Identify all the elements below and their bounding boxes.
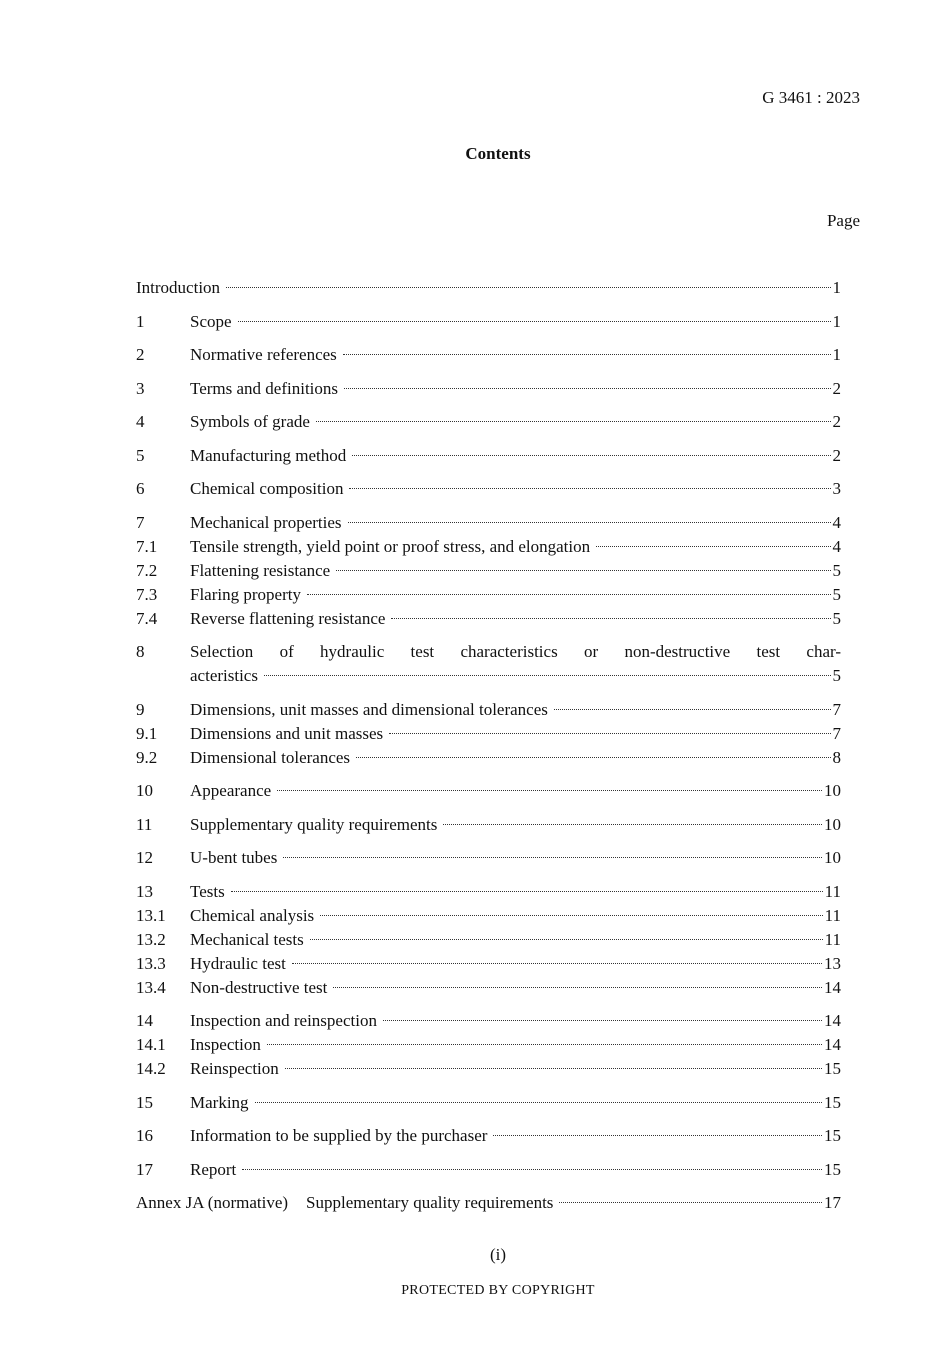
toc-entry-page: 11: [824, 905, 841, 925]
toc-entry-12[interactable]: [136, 846, 841, 870]
toc-entry-page: 8: [832, 747, 841, 767]
toc-entry-number: 8: [136, 642, 145, 661]
toc-entry-11[interactable]: [136, 813, 841, 837]
dot-leader: [348, 522, 831, 523]
toc-entry-14-1[interactable]: [136, 1033, 841, 1057]
page-folio: (i): [489, 1245, 507, 1264]
dot-leader: [344, 388, 830, 389]
toc-entry-13[interactable]: [136, 880, 841, 904]
dot-leader: [336, 570, 830, 571]
toc-entry-number: 13.2: [136, 929, 166, 949]
table-of-contents: [136, 276, 841, 1215]
toc-entry-13-2[interactable]: [136, 928, 841, 952]
toc-entry-title: Dimensional tolerances: [190, 747, 351, 767]
toc-entry-page: 3: [832, 479, 841, 498]
toc-entry-number: 13: [136, 881, 153, 901]
toc-entry-number: 5: [136, 445, 145, 465]
toc-entry-number: 7.3: [136, 584, 158, 604]
toc-entry-page: 5: [832, 560, 841, 580]
dot-leader: [443, 824, 822, 825]
toc-entry-page: 11: [824, 881, 841, 901]
toc-entry-number: 4: [136, 412, 145, 431]
toc-entry-page: 10: [824, 848, 841, 867]
toc-entry-page: 5: [832, 666, 841, 685]
dot-leader: [231, 891, 823, 892]
toc-entry-first-line: [136, 640, 841, 664]
toc-entry-number: 9.2: [136, 747, 158, 767]
toc-entry-page: 10: [824, 814, 841, 834]
dot-leader: [559, 1202, 822, 1203]
toc-entry-number: 17: [136, 1159, 153, 1179]
toc-entry-number: 9: [136, 699, 145, 719]
toc-entry-number: 9.1: [136, 723, 158, 743]
toc-entry-16[interactable]: [136, 1124, 841, 1148]
toc-entry-page: 5: [832, 608, 841, 628]
dot-leader: [264, 675, 831, 676]
toc-entry-introduction[interactable]: [136, 276, 841, 300]
toc-entry-15[interactable]: [136, 1091, 841, 1115]
dot-leader: [391, 618, 830, 619]
dot-leader: [493, 1135, 822, 1136]
toc-entry-7-1[interactable]: [136, 535, 841, 559]
toc-entry-17[interactable]: [136, 1158, 841, 1182]
toc-entry-number: 6: [136, 479, 145, 498]
toc-entry-10[interactable]: [136, 779, 841, 803]
dot-leader: [255, 1102, 822, 1103]
toc-entry-title: Appearance: [190, 781, 272, 800]
toc-entry-title: Inspection and reinspection: [190, 1011, 377, 1030]
toc-entry-number: 15: [136, 1092, 153, 1112]
dot-leader: [352, 455, 830, 456]
toc-entry-number: 7: [136, 512, 145, 532]
toc-entry-number: 14.1: [136, 1035, 166, 1054]
toc-entry-page: 13: [824, 953, 841, 973]
toc-entry-number: 1: [136, 311, 145, 331]
copyright-notice: PROTECTED BY COPYRIGHT: [401, 1283, 595, 1298]
toc-entry-page: 1: [832, 345, 841, 364]
toc-entry-5[interactable]: [136, 444, 841, 468]
toc-entry-number: 2: [136, 345, 145, 364]
toc-entry-7-2[interactable]: [136, 559, 841, 583]
toc-entry-title: Non-destructive test: [190, 977, 328, 997]
toc-entry-8[interactable]: [136, 640, 841, 688]
toc-entry-9-2[interactable]: [136, 746, 841, 770]
standard-number: G 3461 : 2023: [762, 88, 860, 107]
toc-entry-4[interactable]: [136, 410, 841, 434]
toc-entry-title: Information to be supplied by the purchaser: [190, 1126, 488, 1145]
dot-leader: [349, 488, 830, 489]
toc-entry-number: 14: [136, 1011, 153, 1030]
dot-leader: [356, 757, 830, 758]
toc-entry-continuation: [136, 664, 841, 688]
toc-entry-number: 13.3: [136, 953, 166, 973]
toc-entry-title: Chemical analysis: [190, 905, 315, 925]
dot-leader: [267, 1044, 822, 1045]
toc-entry-page: 2: [832, 445, 841, 465]
toc-entry-title-continued: acteristics: [190, 666, 258, 685]
dot-leader: [285, 1068, 822, 1069]
dot-leader: [389, 733, 830, 734]
toc-entry-title: Supplementary quality requirements: [306, 1193, 554, 1212]
toc-entry-page: 5: [832, 584, 841, 604]
toc-entry-title: Manufacturing method: [190, 445, 347, 465]
dot-leader: [242, 1169, 822, 1170]
dot-leader: [307, 594, 831, 595]
dot-leader: [333, 987, 822, 988]
dot-leader: [343, 354, 831, 355]
dot-leader: [310, 939, 823, 940]
dot-leader: [238, 321, 831, 322]
toc-entry-3[interactable]: [136, 377, 841, 401]
toc-entry-page: 4: [832, 512, 841, 532]
toc-entry-page: 14: [824, 1035, 841, 1054]
toc-entry-title: Flattening resistance: [190, 560, 331, 580]
toc-entry-title: Selection of hydraulic test characteristics or non-destructive test char-: [190, 642, 841, 661]
toc-entry-title: Tensile strength, yield point or proof stress, and elongation: [190, 536, 591, 556]
toc-entry-1[interactable]: [136, 310, 841, 334]
toc-entry-page: 15: [824, 1092, 841, 1112]
toc-entry-title: Flaring property: [190, 584, 301, 604]
toc-entry-6[interactable]: [136, 477, 841, 501]
toc-entry-number: 16: [136, 1126, 153, 1145]
toc-entry-page: 2: [832, 412, 841, 431]
toc-entry-title: Chemical composition: [190, 479, 344, 498]
toc-entry-title: Symbols of grade: [190, 412, 310, 431]
dot-leader: [283, 857, 822, 858]
toc-entry-title: Reinspection: [190, 1059, 279, 1078]
toc-entry-page: 1: [832, 311, 841, 331]
toc-entry-title: Tests: [190, 881, 225, 901]
toc-entry-title: Scope: [190, 311, 232, 331]
toc-entry-title: Inspection: [190, 1035, 261, 1054]
toc-entry-title: Report: [190, 1159, 237, 1179]
toc-entry-number: 7.1: [136, 536, 158, 556]
toc-entry-title: Normative references: [190, 345, 337, 364]
toc-entry-number: 13.1: [136, 905, 166, 925]
toc-entry-14-2[interactable]: [136, 1057, 841, 1081]
toc-entry-number: 14.2: [136, 1059, 166, 1078]
dot-leader: [226, 287, 830, 288]
toc-entry-annex-ja[interactable]: [136, 1191, 841, 1215]
toc-entry-13-4[interactable]: [136, 976, 841, 1000]
toc-entry-number: 10: [136, 781, 153, 800]
toc-entry-number: 7.4: [136, 608, 158, 628]
toc-entry-title: Introduction: [136, 278, 221, 297]
dot-leader: [320, 915, 822, 916]
toc-entry-7-3[interactable]: [136, 583, 841, 607]
toc-entry-number: 11: [136, 814, 153, 834]
toc-entry-7-4[interactable]: [136, 607, 841, 631]
toc-entry-number: 7.2: [136, 560, 158, 580]
toc-entry-title: Terms and definitions: [190, 378, 339, 398]
toc-entry-page: 7: [832, 723, 841, 743]
toc-entry-7[interactable]: [136, 511, 841, 535]
toc-entry-number: 13.4: [136, 977, 166, 997]
toc-entry-page: 14: [824, 977, 841, 997]
dot-leader: [554, 709, 831, 710]
toc-entry-9-1[interactable]: [136, 722, 841, 746]
page-column-label: Page: [826, 211, 860, 230]
toc-entry-page: 15: [824, 1059, 841, 1078]
toc-entry-number: 3: [136, 378, 145, 398]
page-title: Contents: [465, 144, 531, 163]
dot-leader: [596, 546, 830, 547]
toc-entry-page: 14: [824, 1011, 841, 1030]
toc-entry-page: 7: [832, 699, 841, 719]
toc-entry-title: Mechanical properties: [190, 512, 342, 532]
toc-entry-title: U-bent tubes: [190, 848, 278, 867]
dot-leader: [316, 421, 831, 422]
toc-entry-9[interactable]: [136, 698, 841, 722]
toc-entry-14[interactable]: [136, 1009, 841, 1033]
toc-entry-page: 15: [824, 1126, 841, 1145]
toc-entry-page: 4: [832, 536, 841, 556]
toc-entry-page: 11: [824, 929, 841, 949]
toc-entry-title: Hydraulic test: [190, 953, 286, 973]
dot-leader: [292, 963, 822, 964]
toc-entry-number: Annex JA (normative): [136, 1193, 289, 1212]
dot-leader: [383, 1020, 822, 1021]
toc-entry-title: Reverse flattening resistance: [190, 608, 386, 628]
toc-entry-page: 15: [824, 1159, 841, 1179]
toc-entry-13-3[interactable]: [136, 952, 841, 976]
toc-entry-page: 1: [832, 278, 841, 297]
toc-entry-2[interactable]: [136, 343, 841, 367]
toc-entry-title: Marking: [190, 1092, 249, 1112]
dot-leader: [277, 790, 822, 791]
toc-entry-page: 2: [832, 378, 841, 398]
toc-entry-13-1[interactable]: [136, 904, 841, 928]
toc-entry-page: 17: [824, 1193, 841, 1212]
toc-entry-title: Dimensions, unit masses and dimensional tolerances: [190, 699, 548, 719]
toc-entry-number: 12: [136, 848, 153, 867]
toc-entry-title: Dimensions and unit masses: [190, 723, 384, 743]
toc-entry-page: 10: [824, 781, 841, 800]
toc-entry-title: Mechanical tests: [190, 929, 304, 949]
toc-entry-title: Supplementary quality requirements: [190, 814, 438, 834]
